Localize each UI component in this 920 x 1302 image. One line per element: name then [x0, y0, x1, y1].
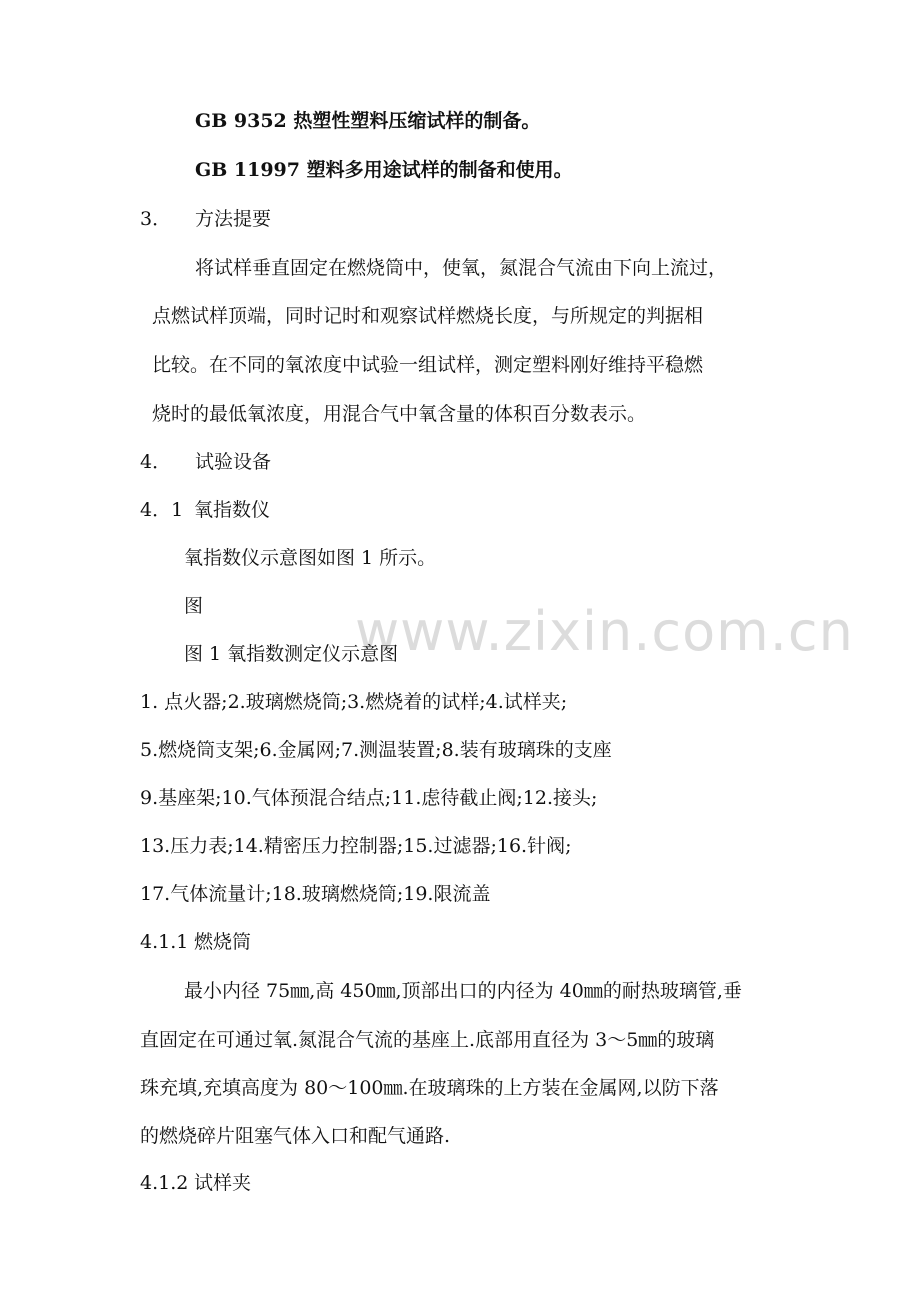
section-4-1-number: 4．1: [140, 499, 184, 521]
figure-legend-line-5: 17.气体流量计;18.玻璃燃烧筒;19.限流盖: [140, 883, 491, 905]
section-4-1-1-para-line-3: 珠充填,充填高度为 80～100㎜.在玻璃珠的上方装在金属网,以防下落: [140, 1077, 719, 1099]
watermark: www.zixin.com.cn: [355, 600, 854, 663]
section-4-1-1-title: 燃烧筒: [194, 931, 252, 953]
section-4-1-heading: [140, 497, 270, 523]
section-4-1-2-number: 4.1.2: [140, 1172, 189, 1194]
section-4-heading: [140, 449, 271, 475]
section-4-1-intro: 氧指数仪示意图如图 1 所示。: [184, 547, 437, 569]
figure-legend-line-1: 1. 点火器;2.玻璃燃烧筒;3.燃烧着的试样;4.试样夹;: [140, 691, 568, 713]
section-4-number: 4．: [140, 451, 172, 473]
section-4-title: 试验设备: [195, 451, 272, 473]
section-3-para-line-1: 将试样垂直固定在燃烧筒中，使氧，氮混合气流由下向上流过，: [195, 257, 728, 279]
section-3-para-line-2: 点燃试样顶端，同时记时和观察试样燃烧长度，与所规定的判据相: [152, 305, 704, 327]
section-4-1-1-para-line-1: 最小内径 75㎜,高 450㎜,顶部出口的内径为 40㎜的耐热玻璃管,垂: [184, 980, 742, 1002]
section-3-para-line-3: 比较。在不同的氧浓度中试验一组试样，测定塑料刚好维持平稳燃: [152, 354, 704, 376]
std-ref-gb9352: GB 9352 热塑性塑料压缩试样的制备。: [195, 110, 541, 132]
section-4-1-title: 氧指数仪: [194, 499, 271, 521]
section-4-1-1-number: 4.1.1: [140, 931, 189, 953]
section-3-number: 3．: [140, 208, 172, 230]
section-4-1-2-heading: [140, 1170, 251, 1196]
figure-caption: 图 1 氧指数测定仪示意图: [184, 643, 399, 665]
section-3-para-line-4: 烧时的最低氧浓度，用混合气中氧含量的体积百分数表示。: [152, 403, 647, 425]
figure-legend-line-4: 13.压力表;14.精密压力控制器;15.过滤器;16.针阀;: [140, 835, 572, 857]
section-4-1-1-para-line-4: 的燃烧碎片阻塞气体入口和配气通路.: [140, 1125, 451, 1147]
section-4-1-1-heading: [140, 929, 251, 955]
figure-legend-line-2: 5.燃烧筒支架;6.金属网;7.测温装置;8.装有玻璃珠的支座: [140, 739, 612, 761]
figure-placeholder: 图: [184, 595, 204, 617]
section-3-title: 方法提要: [195, 208, 272, 230]
section-3-heading: [140, 206, 271, 232]
std-ref-gb11997: GB 11997 塑料多用途试样的制备和使用。: [195, 159, 573, 181]
section-4-1-2-title: 试样夹: [194, 1172, 252, 1194]
figure-legend-line-3: 9.基座架;10.气体预混合结点;11.虑待截止阀;12.接头;: [140, 787, 598, 809]
section-4-1-1-para-line-2: 直固定在可通过氧.氮混合气流的基座上.底部用直径为 3～5㎜的玻璃: [140, 1029, 715, 1051]
